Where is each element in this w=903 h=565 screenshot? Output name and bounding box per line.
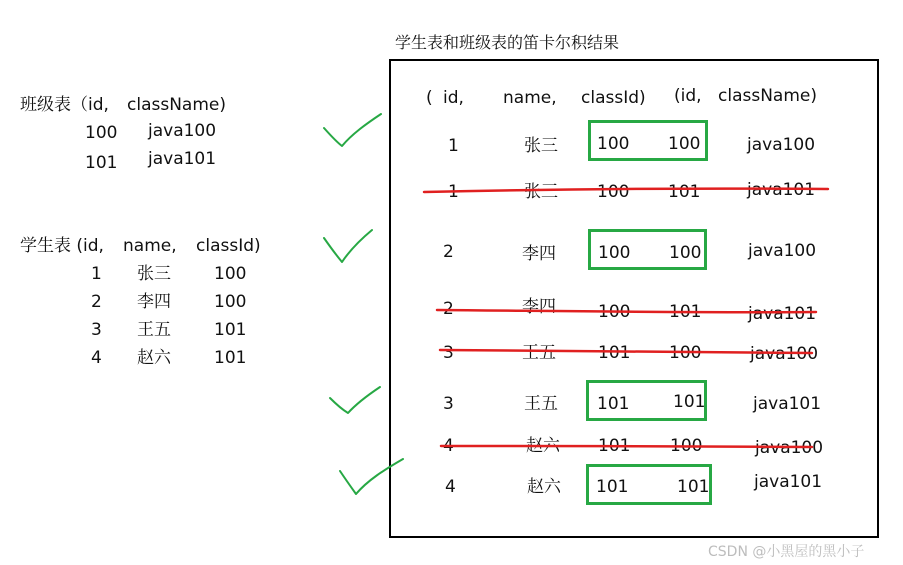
- student-row-2-classid: 100: [214, 292, 247, 312]
- check-mark-icon: [324, 114, 381, 146]
- student-row-3-classid: 101: [214, 320, 247, 340]
- cart-cell-name: 王五: [524, 394, 558, 414]
- student-row-3-id: 3: [91, 320, 102, 340]
- diagram-title: 学生表和班级表的笛卡尔积结果: [395, 33, 620, 52]
- cart-cell-id: 4: [443, 436, 454, 456]
- class-row-2-classname: java101: [148, 149, 217, 169]
- class-table-header-id: 班级表（id,: [20, 95, 109, 115]
- cart-cell-cid: 100: [669, 243, 702, 263]
- cart-cell-cid: 100: [668, 134, 701, 154]
- student-row-2-id: 2: [91, 292, 102, 312]
- strike-line: [441, 446, 812, 447]
- student-row-1-name: 张三: [137, 264, 171, 284]
- cart-header-classname: className): [718, 86, 817, 106]
- cart-header-id: id,: [443, 88, 464, 108]
- cart-cell-id: 4: [445, 477, 456, 497]
- student-table-header-name: name,: [123, 236, 177, 256]
- cart-cell-name: 张三: [524, 136, 558, 156]
- student-table-header-classid: classId): [196, 236, 261, 256]
- cart-cell-classname: java100: [755, 438, 824, 458]
- cart-cell-classid: 101: [596, 477, 629, 497]
- cart-header-cid: (id,: [674, 86, 702, 106]
- cart-cell-classid: 100: [598, 243, 631, 263]
- cart-cell-classname: java100: [747, 135, 816, 155]
- cart-cell-classname: java101: [747, 180, 816, 200]
- cart-cell-classid: 101: [598, 343, 631, 363]
- cart-cell-classname: java101: [753, 394, 822, 414]
- cart-cell-name: 赵六: [526, 436, 560, 456]
- cart-cell-classname: java100: [748, 241, 817, 261]
- strike-line: [440, 350, 812, 353]
- student-row-1-id: 1: [91, 264, 102, 284]
- cart-cell-classid: 101: [597, 394, 630, 414]
- student-row-3-name: 王五: [137, 320, 171, 340]
- class-table-header-classname: className): [127, 95, 226, 115]
- student-row-4-classid: 101: [214, 348, 247, 368]
- cart-cell-id: 1: [448, 182, 459, 202]
- cart-cell-name: 李四: [522, 297, 556, 317]
- cart-cell-id: 3: [443, 394, 454, 414]
- class-row-1-classname: java100: [148, 121, 217, 141]
- cart-cell-name: 李四: [522, 244, 556, 264]
- cart-header-name: name,: [503, 88, 557, 108]
- student-table-header-id: 学生表 (id,: [20, 236, 104, 256]
- cart-cell-name: 王五: [522, 343, 556, 363]
- student-row-4-id: 4: [91, 348, 102, 368]
- cart-cell-classid: 101: [598, 436, 631, 456]
- cart-cell-classid: 100: [597, 182, 630, 202]
- cart-cell-name: 赵六: [527, 477, 561, 497]
- cart-cell-id: 2: [443, 299, 454, 319]
- cart-cell-cid: 100: [670, 436, 703, 456]
- cart-cell-classid: 100: [598, 302, 631, 322]
- cart-cell-cid: 101: [668, 182, 701, 202]
- watermark: CSDN @小黑屋的黑小子: [708, 544, 865, 560]
- strike-line: [424, 189, 828, 192]
- strike-line: [437, 310, 816, 312]
- cart-cell-classname: java100: [750, 344, 819, 364]
- check-mark-icon: [324, 230, 372, 262]
- cart-cell-classid: 100: [597, 134, 630, 154]
- cart-cell-cid: 101: [669, 302, 702, 322]
- check-mark-icon: [330, 387, 380, 413]
- cart-cell-id: 3: [443, 343, 454, 363]
- cart-cell-cid: 101: [673, 392, 706, 412]
- student-row-4-name: 赵六: [137, 348, 171, 368]
- cart-cell-cid: 101: [677, 477, 710, 497]
- check-mark-icon: [340, 459, 403, 494]
- cart-cell-name: 张三: [524, 182, 558, 202]
- cart-header-paren: (: [426, 88, 433, 108]
- cart-cell-classname: java101: [754, 472, 823, 492]
- class-row-1-id: 100: [85, 123, 118, 143]
- cart-cell-cid: 100: [669, 343, 702, 363]
- cart-cell-id: 2: [443, 242, 454, 262]
- cart-header-classid: classId): [581, 88, 646, 108]
- cart-cell-classname: java101: [748, 304, 817, 324]
- cart-cell-id: 1: [448, 136, 459, 156]
- class-row-2-id: 101: [85, 153, 118, 173]
- student-row-1-classid: 100: [214, 264, 247, 284]
- student-row-2-name: 李四: [137, 292, 171, 312]
